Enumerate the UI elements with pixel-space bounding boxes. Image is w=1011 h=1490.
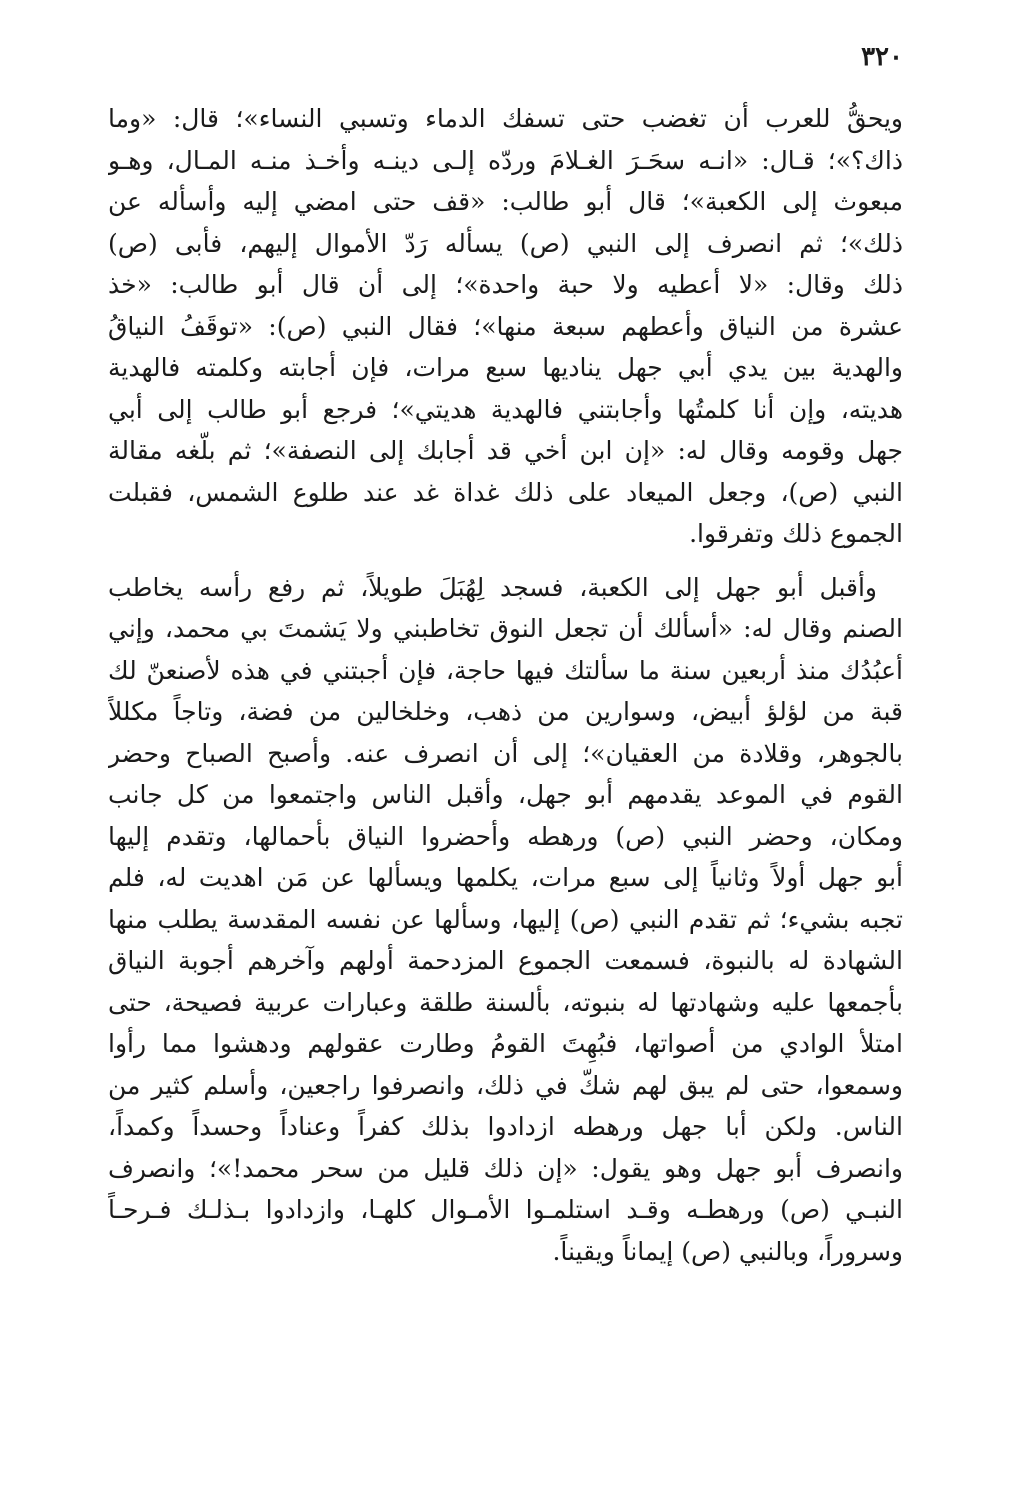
text-line: الناس. ولكن أبا جهل ورهطه ازدادوا بذلك كفراً وعناداً وحسداً وكمداً، [108,1112,903,1141]
text-line: ومكان، وحضر النبي (ص) ورهطه وأحضروا النياق بأحمالها، وتقدم إليها [108,821,903,851]
text-line: أبو جهل أولاً وثانياً إلى سبع مرات، يكلمها ويسألها عن مَن اهديت له، فلم [108,863,903,892]
text-line: القوم في الموعد يقدمهم أبو جهل، وأقبل الناس واجتمعوا من كل جانب [108,780,903,809]
text-line: قبة من لؤلؤ أبيض، وسوارين من ذهب، وخلخالين من فضة، وتاجاً مكللاً [108,697,903,726]
text-line: النبـي (ص) ورهطـه وقـد استلمـوا الأمـوال كلهـا، وازدادوا بـذلـك فـرحـاً [108,1195,903,1224]
text-line: جهل وقومه وقال له: «إن ابن أخي قد أجابك إلى النصفة»؛ ثم بلّغه مقالة [108,436,903,465]
text-line: الصنم وقال له: «أسألك أن تجعل النوق تخاطبني ولا يَشمتَ بي محمد، وإني [108,614,903,643]
text-line: بالجوهر، وقلادة من العقيان»؛ إلى أن انصرف عنه. وأصبح الصباح وحضر [108,738,903,768]
text-line: وسمعوا، حتى لم يبق لهم شكّ في ذلك، وانصرفوا راجعين، وأسلم كثير من [108,1070,903,1100]
body-text [108,98,903,1272]
text-line: ذاك؟»؛ قـال: «انـه سحَـرَ الغـلامَ وردّه إلـى دينـه وأخـذ منـه المـال، وهـو [108,145,903,175]
text-line: مبعوث إلى الكعبة»؛ قال أبو طالب: «قف حتى امضي إليه وأسأله عن [108,187,903,216]
text-line: هديته، وإن أنا كلمتُها وأجابتني فالهدية هديتي»؛ فرجع أبو طالب إلى أبي [108,394,903,424]
text-line: تجبه بشيء؛ ثم تقدم النبي (ص) إليها، وسألها عن نفسه المقدسة يطلب منها [108,904,903,934]
paragraph-gap [108,555,903,567]
text-line: النبي (ص)، وجعل الميعاد على ذلك غداة غد عند طلوع الشمس، فقبلت [108,477,903,507]
text-line: الجموع ذلك وتفرقوا. [689,519,903,548]
text-line: عشرة من النياق وأعطهم سبعة منها»؛ فقال النبي (ص): «توقَفُ النياقُ [108,311,903,341]
text-line: ذلك»؛ ثم انصرف إلى النبي (ص) يسأله رَدّ الأموال إليهم، فأبى (ص) [108,228,903,258]
text-line: والهدية بين يدي أبي جهل يناديها سبع مرات، فإن أجابته وكلمته فالهدية [108,353,903,382]
text-line: أعبُدُك منذ أربعين سنة ما سألتك فيها حاجة، فإن أجبتني في هذه لأصنعنّ لك [108,655,903,685]
text-line: الشهادة له بالنبوة، فسمعت الجموع المزدحمة أولهم وآخرهم أجوبة النياق [108,946,903,975]
text-line: وانصرف أبو جهل وهو يقول: «إن ذلك قليل من سحر محمد!»؛ وانصرف [108,1153,903,1183]
paragraph-1 [108,98,903,555]
text-line: وسروراً، وبالنبي (ص) إيماناً ويقيناً. [552,1236,903,1266]
text-line: وأقبل أبو جهل إلى الكعبة، فسجد لِهُبَلَ طويلاً، ثم رفع رأسه يخاطب [108,572,877,602]
text-line: امتلأ الوادي من أصواتها، فبُهِتَ القومُ وطارت عقولهم ودهشوا مما رأوا [108,1029,903,1058]
page-number: ٣٢٠ [861,42,903,72]
text-line: ويحقُّ للعرب أن تغضب حتى تسفك الدماء وتسبي النساء»؛ قال: «وما [108,104,903,133]
paragraph-2 [108,567,903,1273]
text-line: بأجمعها عليه وشهادتها له بنبوته، بألسنة طلقة وعبارات عربية فصيحة، حتى [108,987,903,1017]
text-line: ذلك وقال: «لا أعطيه ولا حبة واحدة»؛ إلى أن قال أبو طالب: «خذ [108,270,903,299]
